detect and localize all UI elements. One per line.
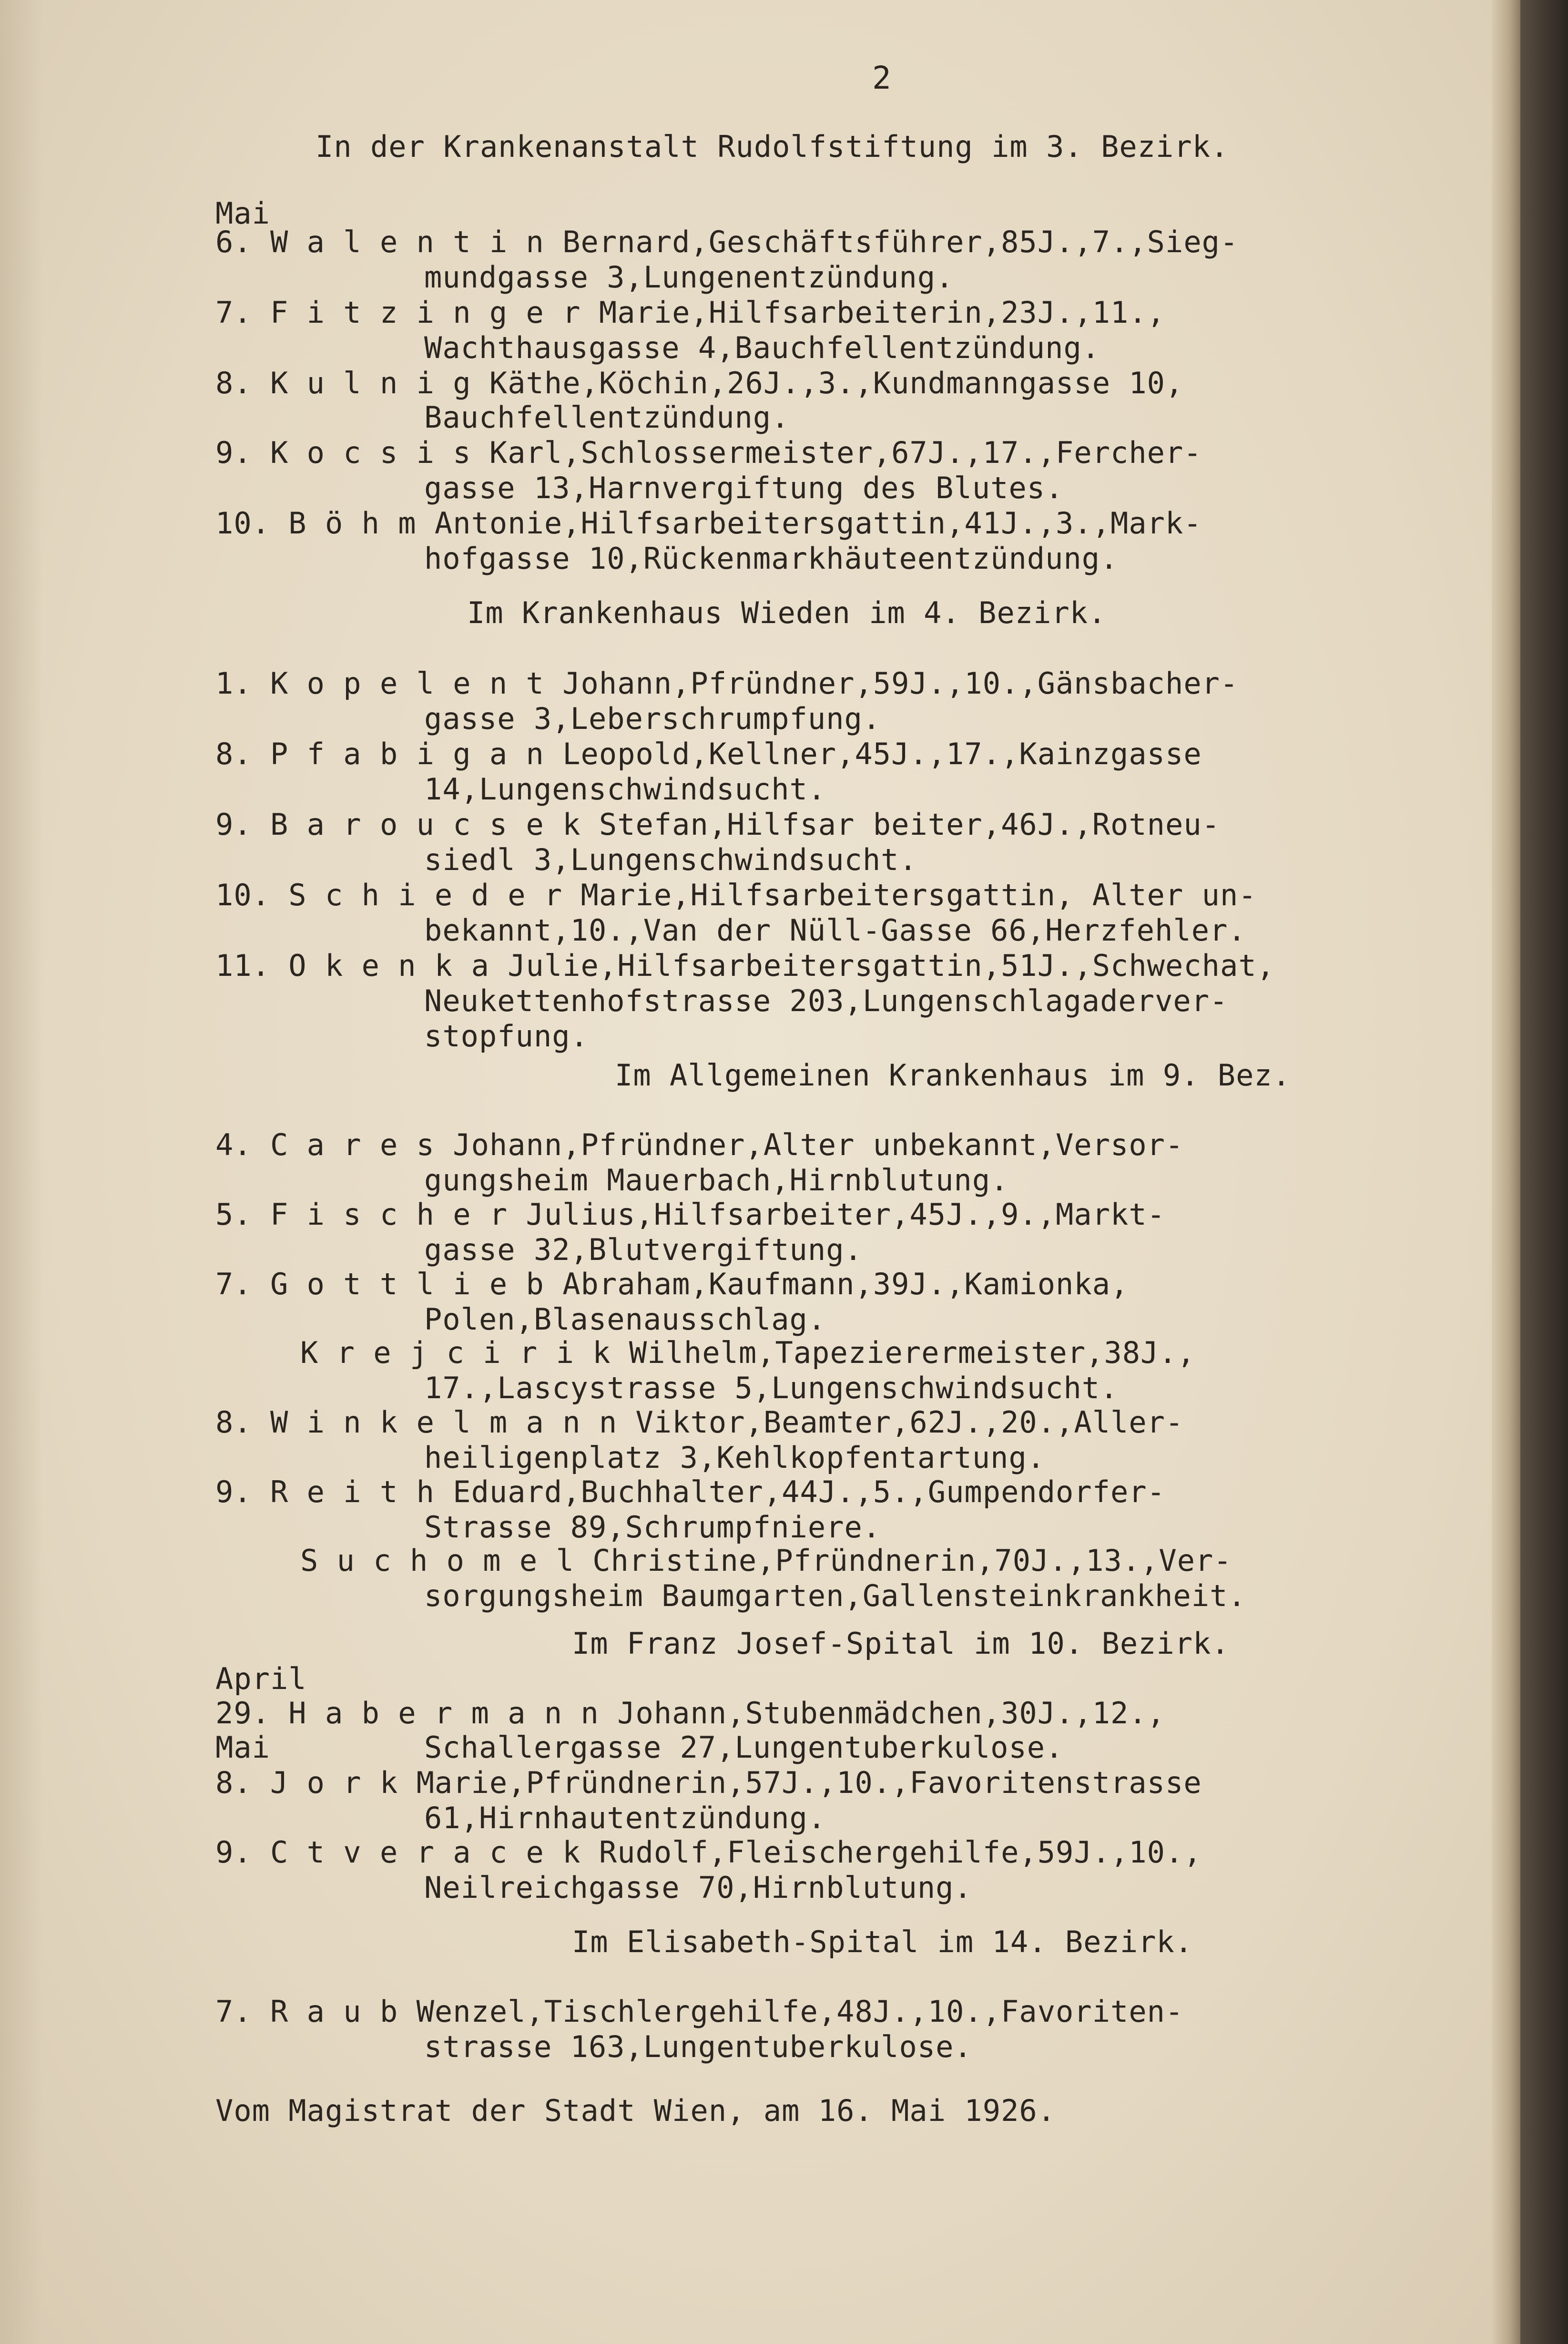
entry-line: S u c h o m e l Christine,Pfründnerin,70J.,13.,Ver- (300, 1543, 1232, 1578)
entry-line-continued: strasse 163,Lungentuberkulose. (424, 2029, 972, 2064)
entry-line-continued: gasse 3,Leberschrumpfung. (424, 701, 881, 736)
page-fold-shadow (1492, 0, 1520, 2344)
entry-line-continued: Polen,Blasenausschlag. (424, 1302, 826, 1337)
entry-line: 10. S c h i e d e r Marie,Hilfsarbeitersgattin, Alter un- (215, 878, 1257, 912)
entry-line: 9. B a r o u c s e k Stefan,Hilfsar beiter,46J.,Rotneu- (215, 807, 1220, 842)
entry-line-continued: bekannt,10.,Van der Nüll-Gasse 66,Herzfehler. (424, 913, 1246, 948)
entry-line: 7. F i t z i n g e r Marie,Hilfsarbeiterin,23J.,11., (215, 295, 1166, 330)
month-label: Mai (215, 1730, 270, 1765)
page-left-shading (0, 0, 43, 2344)
entry-line: 8. P f a b i g a n Leopold,Kellner,45J.,17.,Kainzgasse (215, 737, 1202, 771)
entry-line: 8. J o r k Marie,Pfründnerin,57J.,10.,Favoritenstrasse (215, 1765, 1202, 1800)
entry-line: 4. C a r e s Johann,Pfründner,Alter unbekannt,Versor- (215, 1127, 1184, 1162)
entry-line: 5. F i s c h e r Julius,Hilfsarbeiter,45J.,9.,Markt- (215, 1197, 1166, 1232)
month-label: Mai (215, 196, 270, 231)
section-heading-rudolfstiftung: In der Krankenanstalt Rudolfstiftung im 3. Bezirk. (316, 129, 1229, 164)
section-heading-allgemeines-krankenhaus: Im Allgemeinen Krankenhaus im 9. Bez. (615, 1058, 1291, 1093)
entry-line: 11. O k e n k a Julie,Hilfsarbeitersgattin,51J.,Schwechat, (215, 948, 1275, 983)
entry-line: 29. H a b e r m a n n Johann,Stubenmädchen,30J.,12., (215, 1696, 1166, 1730)
entry-line: 9. C t v e r a c e k Rudolf,Fleischergehilfe,59J.,10., (215, 1835, 1202, 1870)
entry-line: 10. B ö h m Antonie,Hilfsarbeitersgattin,41J.,3.,Mark- (215, 506, 1202, 541)
entry-line-continued: Neukettenhofstrasse 203,Lungenschlagaderver- (424, 983, 1228, 1018)
entry-line-continued: Neilreichgasse 70,Hirnblutung. (424, 1870, 972, 1905)
entry-line-continued: stopfung. (424, 1019, 589, 1054)
closing-signature-line: Vom Magistrat der Stadt Wien, am 16. Mai 1926. (215, 2093, 1056, 2128)
entry-line-continued: 14,Lungenschwindsucht. (424, 772, 826, 807)
entry-line-continued: Schallergasse 27,Lungentuberkulose. (424, 1730, 1064, 1765)
entry-line: 7. G o t t l i e b Abraham,Kaufmann,39J.,Kamionka, (215, 1267, 1129, 1301)
entry-line: 8. W i n k e l m a n n Viktor,Beamter,62J.,20.,Aller- (215, 1405, 1184, 1440)
entry-line-continued: mundgasse 3,Lungenentzündung. (424, 260, 954, 295)
entry-line: 8. K u l n i g Käthe,Köchin,26J.,3.,Kundmanngasse 10, (215, 366, 1184, 400)
section-heading-franz-josef-spital: Im Franz Josef-Spital im 10. Bezirk. (572, 1626, 1230, 1661)
entry-line: 1. K o p e l e n t Johann,Pfründner,59J.,10.,Gänsbacher- (215, 666, 1239, 701)
entry-line-continued: heiligenplatz 3,Kehlkopfentartung. (424, 1440, 1046, 1475)
entry-line-continued: Bauchfellentzündung. (424, 400, 790, 435)
entry-line-continued: sorgungsheim Baumgarten,Gallensteinkrankheit. (424, 1578, 1246, 1613)
month-label: April (215, 1661, 307, 1696)
entry-line-continued: gungsheim Mauerbach,Hirnblutung. (424, 1163, 1009, 1198)
page-number: 2 (872, 60, 891, 96)
entry-line: 9. K o c s i s Karl,Schlossermeister,67J.,17.,Fercher- (215, 435, 1202, 470)
binding-edge (1520, 0, 1568, 2344)
entry-line-continued: Strasse 89,Schrumpfniere. (424, 1510, 881, 1545)
entry-line-continued: gasse 32,Blutvergiftung. (424, 1232, 863, 1267)
entry-line: 6. W a l e n t i n Bernard,Geschäftsführer,85J.,7.,Sieg- (215, 225, 1239, 259)
entry-line-continued: hofgasse 10,Rückenmarkhäuteentzündung. (424, 541, 1119, 576)
entry-line: 9. R e i t h Eduard,Buchhalter,44J.,5.,Gumpendorfer- (215, 1474, 1166, 1509)
entry-line-continued: gasse 13,Harnvergiftung des Blutes. (424, 471, 1064, 505)
section-heading-wieden: Im Krankenhaus Wieden im 4. Bezirk. (467, 595, 1107, 630)
entry-line-continued: 17.,Lascystrasse 5,Lungenschwindsucht. (424, 1371, 1119, 1405)
entry-line-continued: Wachthausgasse 4,Bauchfellentzündung. (424, 330, 1100, 365)
entry-line: 7. R a u b Wenzel,Tischlergehilfe,48J.,10.,Favoriten- (215, 1994, 1184, 2029)
entry-line: K r e j c i r i k Wilhelm,Tapezierermeister,38J., (300, 1335, 1196, 1370)
entry-line-continued: siedl 3,Lungenschwindsucht. (424, 842, 917, 877)
entry-line-continued: 61,Hirnhautentzündung. (424, 1801, 826, 1835)
section-heading-elisabeth-spital: Im Elisabeth-Spital im 14. Bezirk. (572, 1924, 1193, 1959)
